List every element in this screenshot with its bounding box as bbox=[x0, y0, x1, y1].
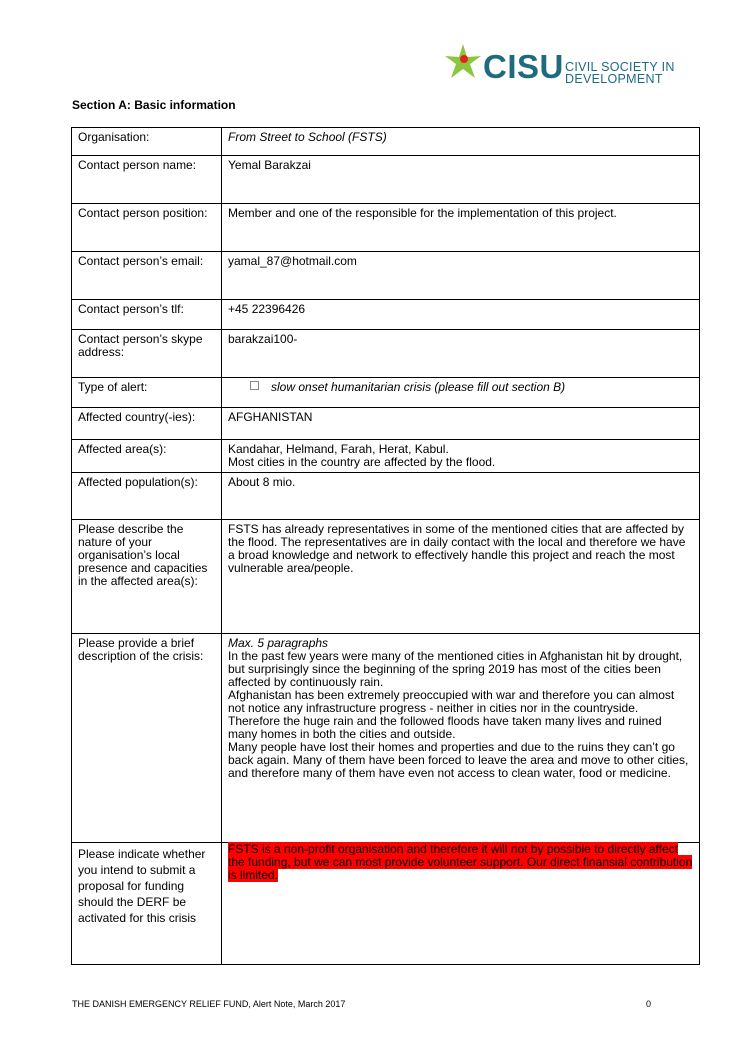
country-value: AFGHANISTAN bbox=[222, 408, 700, 440]
table-row bbox=[72, 473, 700, 520]
area-cell bbox=[222, 440, 700, 473]
row-label: Please indicate whether you intend to submit a proposal for funding should the DERF be activated for this crisis bbox=[72, 843, 222, 965]
alert-type-cell bbox=[222, 378, 700, 408]
cisu-logo bbox=[443, 42, 683, 88]
row-label: Affected country(-ies): bbox=[72, 408, 222, 440]
contact-email-value: yamal_87@hotmail.com bbox=[222, 252, 700, 300]
contact-skype-value: barakzai100- bbox=[222, 330, 700, 378]
table-row bbox=[72, 204, 700, 252]
star-icon bbox=[443, 42, 483, 82]
crisis-hint: Max. 5 paragraphs bbox=[228, 636, 329, 650]
area-line: Most cities in the country are affected by the flood. bbox=[228, 455, 496, 469]
row-label: Contact person position: bbox=[72, 204, 222, 252]
contact-tlf-value: +45 22396426 bbox=[222, 300, 700, 330]
crisis-cell bbox=[222, 634, 700, 843]
population-value: About 8 mio. bbox=[222, 473, 700, 520]
presence-value: FSTS has already representatives in some of the mentioned cities that are affected by the flood. The representatives are in daily contact with the local and therefore we have a broad knowledge and network to effectively handle this project and reach the most vulnerable area/people. bbox=[222, 520, 700, 634]
table-row bbox=[72, 634, 700, 843]
proposal-cell bbox=[222, 843, 700, 965]
organisation-value: From Street to School (FSTS) bbox=[222, 128, 700, 156]
row-label: Contact person’s email: bbox=[72, 252, 222, 300]
row-label: Contact person name: bbox=[72, 156, 222, 204]
row-label: Type of alert: bbox=[72, 378, 222, 408]
row-label: Affected population(s): bbox=[72, 473, 222, 520]
proposal-value: FSTS is a non-profit organisation and therefore it will not by possible to directly affect the funding, but we can most provide volunteer support. Our direct finansial contribution is limited. bbox=[228, 842, 693, 882]
table-row bbox=[72, 378, 700, 408]
basic-info-table bbox=[71, 127, 700, 965]
alert-type-value: slow onset humanitarian crisis (please fill out section B) bbox=[271, 380, 566, 394]
row-label: Please describe the nature of your organisation’s local presence and capacities in the affected area(s): bbox=[72, 520, 222, 634]
area-line: Kandahar, Helmand, Farah, Herat, Kabul. bbox=[228, 442, 449, 456]
table-row bbox=[72, 252, 700, 300]
row-label: Organisation: bbox=[72, 128, 222, 156]
row-label: Affected area(s): bbox=[72, 440, 222, 473]
row-label: Contact person’s skype address: bbox=[72, 330, 222, 378]
table-row bbox=[72, 408, 700, 440]
table-row bbox=[72, 156, 700, 204]
table-row bbox=[72, 300, 700, 330]
page-number: 0 bbox=[646, 999, 652, 1009]
contact-position-value: Member and one of the responsible for the implementation of this project. bbox=[222, 204, 700, 252]
contact-name-value: Yemal Barakzai bbox=[222, 156, 700, 204]
table-row bbox=[72, 440, 700, 473]
crisis-paragraph: Therefore the huge rain and the followed floods have taken many lives and ruined many homes in both the cities and outside. bbox=[228, 714, 662, 741]
table-row bbox=[72, 520, 700, 634]
crisis-paragraph: Afghanistan has been extremely preoccupied with war and therefore you can almost not notice any infrastructure progress - neither in cities nor in the countryside. bbox=[228, 688, 675, 715]
row-label: Contact person’s tlf: bbox=[72, 300, 222, 330]
checkbox-icon[interactable] bbox=[250, 381, 259, 390]
row-label: Please provide a brief description of the crisis: bbox=[72, 634, 222, 843]
table-row bbox=[72, 843, 700, 965]
section-title: Section A: Basic information bbox=[72, 98, 236, 112]
table-row bbox=[72, 330, 700, 378]
crisis-paragraph: Many people have lost their homes and properties and due to the ruins they can’t go back again. Many of them have been forced to leave the area and move to other cities, and therefore many of them have even not access to clean water, food or medicine. bbox=[228, 740, 689, 780]
crisis-paragraph: In the past few years were many of the mentioned cities in Afghanistan hit by drought, but surprisingly since the beginning of the spring 2019 has most of the cities been affected by continuously rain. bbox=[228, 649, 683, 689]
logo-tagline: CIVIL SOCIETY IN DEVELOPMENT bbox=[565, 60, 675, 86]
footer-text: THE DANISH EMERGENCY RELIEF FUND, Alert Note, March 2017 bbox=[72, 999, 346, 1009]
logo-brand: CISU bbox=[483, 48, 564, 85]
table-row bbox=[72, 128, 700, 156]
